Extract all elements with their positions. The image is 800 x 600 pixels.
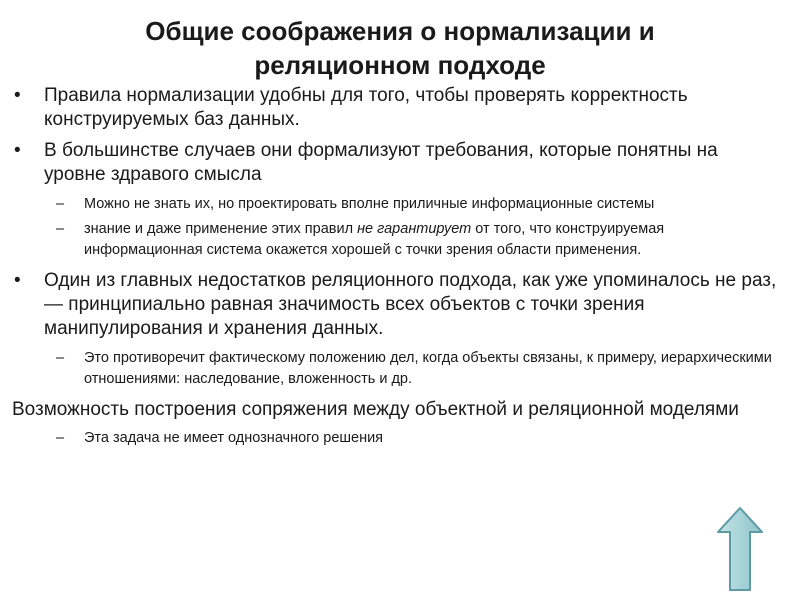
sub-bullet-text: Эта задача не имеет однозначного решения: [84, 430, 384, 446]
title-line-1: Общие соображения о нормализации и: [145, 16, 655, 46]
sub-bullet-item: [0, 428, 800, 449]
dash-marker: –: [56, 221, 65, 237]
sub-bullet-text: Можно не знать их, но проектировать вполне приличные информационные системы: [84, 196, 655, 212]
sub-bullet-text-end: от того, что конструируемая информационная система окажется хорошей с точки зрения области применения.: [84, 221, 665, 258]
up-arrow-icon[interactable]: [716, 506, 764, 592]
bullet-text: Один из главных недостатков реляционного подхода, как уже упоминалось не раз, — принципиально равная значимость всех объектов с точки зрения манипулирования и хранения данных.: [44, 270, 777, 339]
sub-bullet-item: [0, 348, 800, 390]
title-line-2: реляционном подходе: [254, 50, 546, 80]
dash-marker: –: [56, 196, 65, 212]
dash-marker: –: [56, 430, 65, 446]
bullet-text: Правила нормализации удобны для того, чтобы проверять корректность конструируемых баз данных.: [44, 85, 688, 130]
slide-title: [0, 14, 800, 82]
bullet-marker: •: [14, 140, 21, 161]
bullet-text: В большинстве случаев они формализуют требования, которые понятны на уровне здравого смысла: [44, 140, 718, 185]
sub-bullet-text-start: знание и даже применение этих правил: [84, 221, 358, 237]
bullet-marker: •: [14, 85, 21, 106]
bullet-item: [0, 269, 800, 341]
slide-content: [0, 84, 800, 453]
bullet-marker: •: [14, 270, 21, 291]
paragraph-item: [0, 398, 800, 422]
sub-bullet-text: Это противоречит фактическому положению дел, когда объекты связаны, к примеру, иерархическими отношениями: наследование, вложенность и др.: [84, 350, 772, 387]
paragraph-text: Возможность построения сопряжения между объектной и реляционной моделями: [12, 399, 739, 420]
sub-bullet-item: [0, 219, 800, 261]
sub-bullet-item: [0, 194, 800, 215]
emphasis-text: не гарантирует: [357, 221, 472, 237]
bullet-item: [0, 139, 800, 187]
dash-marker: –: [56, 350, 65, 366]
bullet-item: [0, 84, 800, 132]
